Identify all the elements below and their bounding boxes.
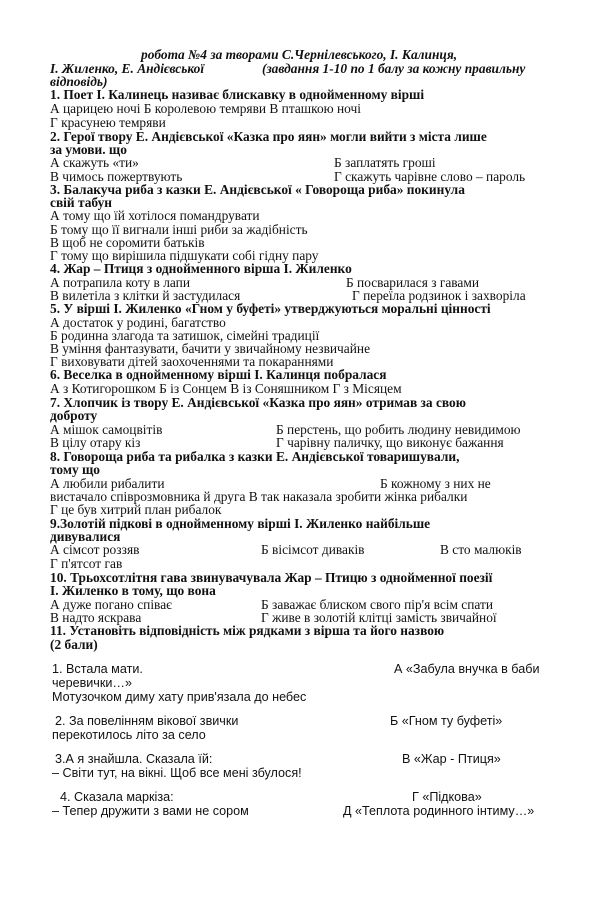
match-right-v: В «Жар - Птиця» — [402, 752, 501, 766]
question-2-option-c: В чимось пожертвують — [50, 169, 183, 184]
question-4-option-b: Б посварилася з гавами — [346, 275, 480, 290]
question-3-option-b: Б тому що її вигнали інші риби за жадібність — [50, 222, 308, 237]
question-9-option-a: А сімсот роззяв — [50, 542, 140, 557]
question-9-title: 9.Золотій підкові в однойменному вірші І. Жиленко найбільше — [50, 516, 431, 531]
question-3-option-d: Г тому що вирішила підшукати собі гідну пару — [50, 248, 319, 263]
question-11-title: 11. Установіть відповідність між рядками з вірша та його назвою — [50, 623, 445, 638]
match-right-a: А «Забула внучка в баби — [394, 662, 540, 676]
question-5-option-d: Г виховувати дітей заохоченнями та покараннями — [50, 354, 334, 369]
question-8-title: 8. Говороща риба та рибалка з казки Е. Андієвської товаришували, — [50, 449, 460, 464]
question-10-option-d: Г живе в золотій клітці замість звичайної — [261, 610, 497, 625]
question-9-option-b: Б вісімсот диваків — [261, 542, 365, 557]
match-left-1: Мотузочком диму хату прив'язала до небес — [52, 690, 307, 704]
question-9-title: дивувалися — [50, 529, 121, 544]
match-left-4: – Тепер дружити з вами не сором — [52, 804, 249, 818]
question-10-title: 10. Трьохсотлітня гава звинувачувала Жар – Птицю з однойменної поезії — [50, 570, 493, 585]
question-4-option-a: А потрапила коту в лапи — [50, 275, 190, 290]
match-left-4: 4. Сказала маркіза: — [60, 790, 174, 804]
question-8-option-d: Г це був хитрий план рибалок — [50, 502, 222, 517]
match-left-1: 1. Встала мати. — [52, 662, 143, 676]
question-9-option-c: В сто малюків — [440, 542, 522, 557]
question-3-title: 3. Балакуча риба з казки Е. Андієвської « Говороща риба» покинула — [50, 182, 465, 197]
header-line-2a: І. Жиленко, Е. Андієвської — [50, 61, 205, 76]
match-left-1: черевички…» — [52, 676, 133, 690]
match-left-2: перекотилось літо за село — [52, 728, 206, 742]
match-right-g: Г «Підкова» — [412, 790, 482, 804]
question-10-option-c: В надто яскрава — [50, 610, 142, 625]
question-2-title: за умови. що — [50, 142, 127, 157]
question-10-option-b: Б заважає блиском свого пір'я всім спати — [261, 597, 494, 612]
question-4-title: 4. Жар – Птиця з однойменного вірша І. Жиленко — [50, 261, 352, 276]
question-10-option-a: А дуже погано співає — [50, 597, 172, 612]
question-3-option-a: А тому що їй хотілося помандрувати — [50, 208, 260, 223]
header-line-3: відповідь) — [50, 74, 108, 89]
question-10-title: І. Жиленко в тому, що вона — [50, 583, 216, 598]
question-2-option-a: А скажуть «ти» — [50, 155, 139, 170]
question-7-title: доброту — [50, 408, 98, 423]
question-9-option-d: Г п'ятсот гав — [50, 556, 123, 571]
question-8-title: тому що — [50, 462, 101, 477]
header-line-2b: (завдання 1-10 по 1 балу за кожну правильну — [262, 61, 526, 76]
header-line-1: робота №4 за творами С.Чернілевського, І. Калинця, — [141, 47, 458, 62]
question-7-option-d: Г чарівну паличку, що виконує бажання — [276, 435, 504, 450]
match-right-d: Д «Теплота родинного інтиму…» — [343, 804, 535, 818]
question-7-option-c: В цілу отару кіз — [50, 435, 141, 450]
question-4-option-d: Г переїла родзинок і захворіла — [352, 288, 526, 303]
question-11-title: (2 бали) — [50, 637, 98, 652]
question-5-option-b: Б родинна злагода та затишок, сімейні традиції — [50, 328, 320, 343]
question-2-option-d: Г скажуть чарівне слово – пароль — [334, 169, 526, 184]
question-6-title: 6. Веселка в однойменному вірші І. Калинця побралася — [50, 367, 387, 382]
question-2-option-b: Б заплатять гроші — [334, 155, 436, 170]
match-left-2: 2. За повелінням вікової звички — [55, 714, 239, 728]
question-8-option-line: вистачало співрозмовника й друга В так наказала зробити жінка рибалки — [50, 489, 468, 504]
match-left-3: – Світи тут, на вікні. Щоб все мені збулося! — [52, 766, 302, 780]
question-8-option-b: Б кожному з них не — [380, 476, 491, 491]
question-4-option-c: В вилетіла з клітки й застудилася — [50, 288, 241, 303]
question-1-title: 1. Поет І. Калинець називає блискавку в однойменному вірші — [50, 87, 425, 102]
question-1-option-line: Г красунею темряви — [50, 115, 166, 130]
match-right-b: Б «Гном ту буфеті» — [390, 714, 503, 728]
question-5-title: 5. У вірші І. Жиленко «Гном у буфеті» утверджуються моральні цінності — [50, 301, 491, 316]
question-1-option-line: А царицею ночі Б королевою темряви В пташкою ночі — [50, 101, 361, 116]
question-7-title: 7. Хлопчик із твору Е. Андієвської «Казка про яян» отримав за свою — [50, 395, 466, 410]
question-7-option-a: А мішок самоцвітів — [50, 422, 163, 437]
question-8-option-a: А любили рибалити — [50, 476, 165, 491]
question-6-options: А з Котигорошком Б із Сонцем В із Соняшником Г з Місяцем — [50, 381, 402, 396]
question-5-option-c: В уміння фантазувати, бачити у звичайному незвичайне — [50, 341, 371, 356]
question-5-option-a: А достаток у родині, багатство — [50, 315, 226, 330]
question-3-title: свій табун — [50, 195, 112, 210]
question-7-option-b: Б перстень, що робить людину невидимою — [276, 422, 521, 437]
question-3-option-c: В щоб не соромити батьків — [50, 235, 205, 250]
match-left-3: 3.А я знайшла. Сказала їй: — [55, 752, 213, 766]
question-2-title: 2. Герої твору Е. Андієвської «Казка про яян» могли вийти з міста лише — [50, 129, 487, 144]
